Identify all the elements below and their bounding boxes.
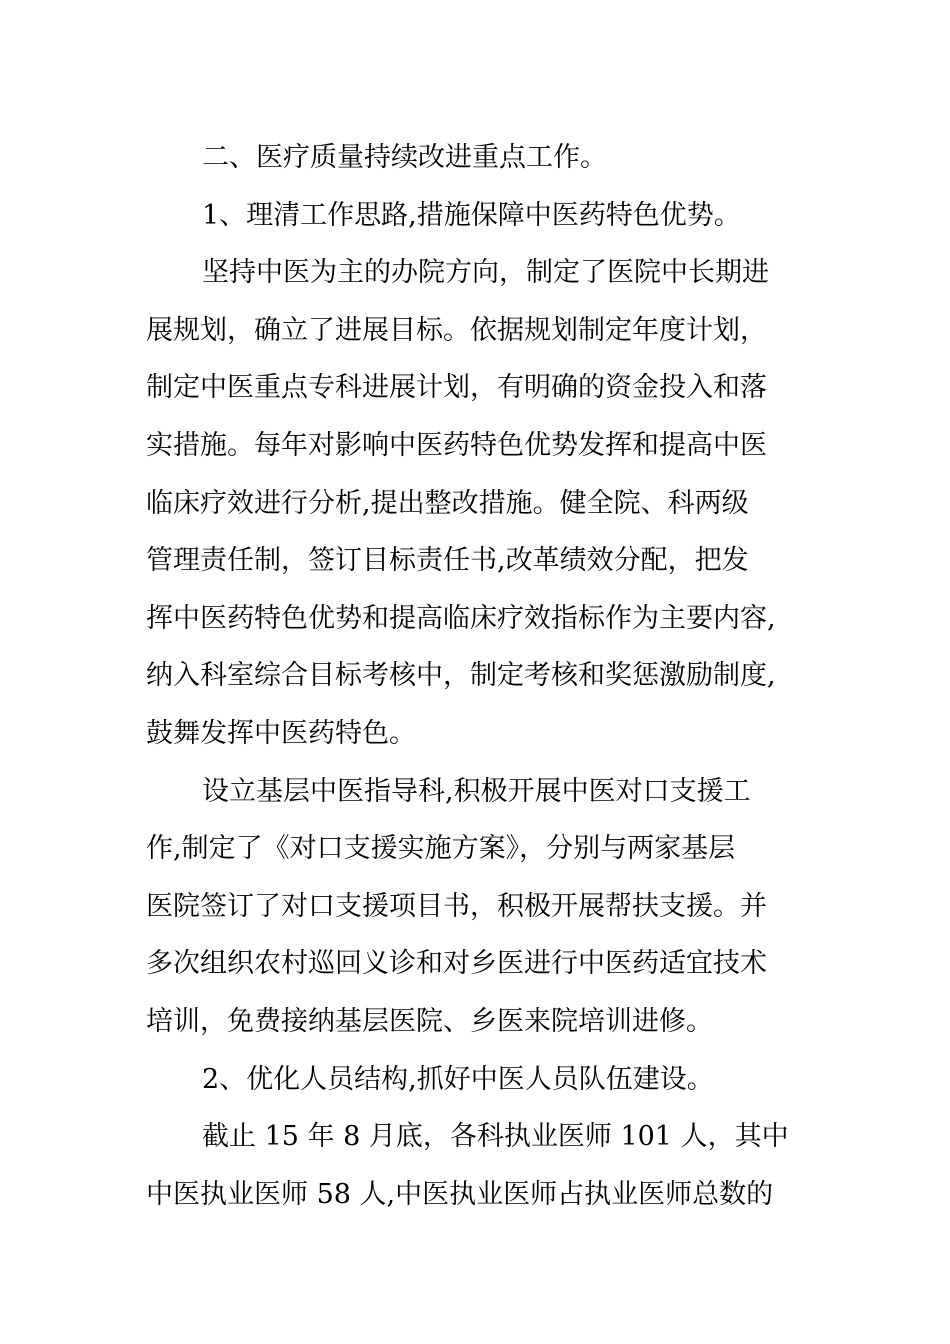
paragraph-line: 中医执业医师 58 人,中医执业医师占执业医师总数的 [146,1178,774,1210]
paragraph-line: 截止 15 年 8 月底，各科执业医师 101 人，其中 [202,1121,789,1153]
paragraph-line: 挥中医药特色优势和提高临床疗效指标作为主要内容, [146,602,776,634]
paragraph-line: 管理责任制，签订目标责任书,改革绩效分配，把发 [146,545,749,577]
paragraph-line: 医院签订了对口支援项目书，积极开展帮扶支援。并 [146,890,767,922]
subsection-heading: 2、优化人员结构,抓好中医人员队伍建设。 [202,1063,714,1095]
paragraph-line: 作,制定了《对口支援实施方案》，分别与两家基层 [146,833,736,865]
paragraph-line: 临床疗效进行分析,提出整改措施。健全院、科两级 [146,487,749,519]
section-heading: 二、医疗质量持续改进重点工作。 [202,142,607,173]
paragraph-line: 多次组织农村巡回义诊和对乡医进行中医药适宜技术 [146,948,767,980]
paragraph-line: 纳入科室综合目标考核中，制定考核和奖惩激励制度, [146,660,776,692]
document-body [146,129,818,1223]
paragraph-line: 鼓舞发挥中医药特色。 [146,717,416,749]
paragraph-line: 坚持中医为主的办院方向，制定了医院中长期进 [202,257,769,289]
paragraph-line: 设立基层中医指导科,积极开展中医对口支援工 [202,775,751,807]
subsection-heading: 1、理清工作思路,措施保障中医药特色优势。 [202,199,741,231]
paragraph-line: 培训，免费接纳基层医院、乡医来院培训进修。 [146,1005,713,1037]
paragraph-line: 实措施。每年对影响中医药特色优势发挥和提高中医 [146,429,767,461]
paragraph-line: 展规划，确立了进展目标。依据规划制定年度计划， [146,314,767,346]
paragraph-line: 制定中医重点专科进展计划，有明确的资金投入和落 [146,372,767,404]
